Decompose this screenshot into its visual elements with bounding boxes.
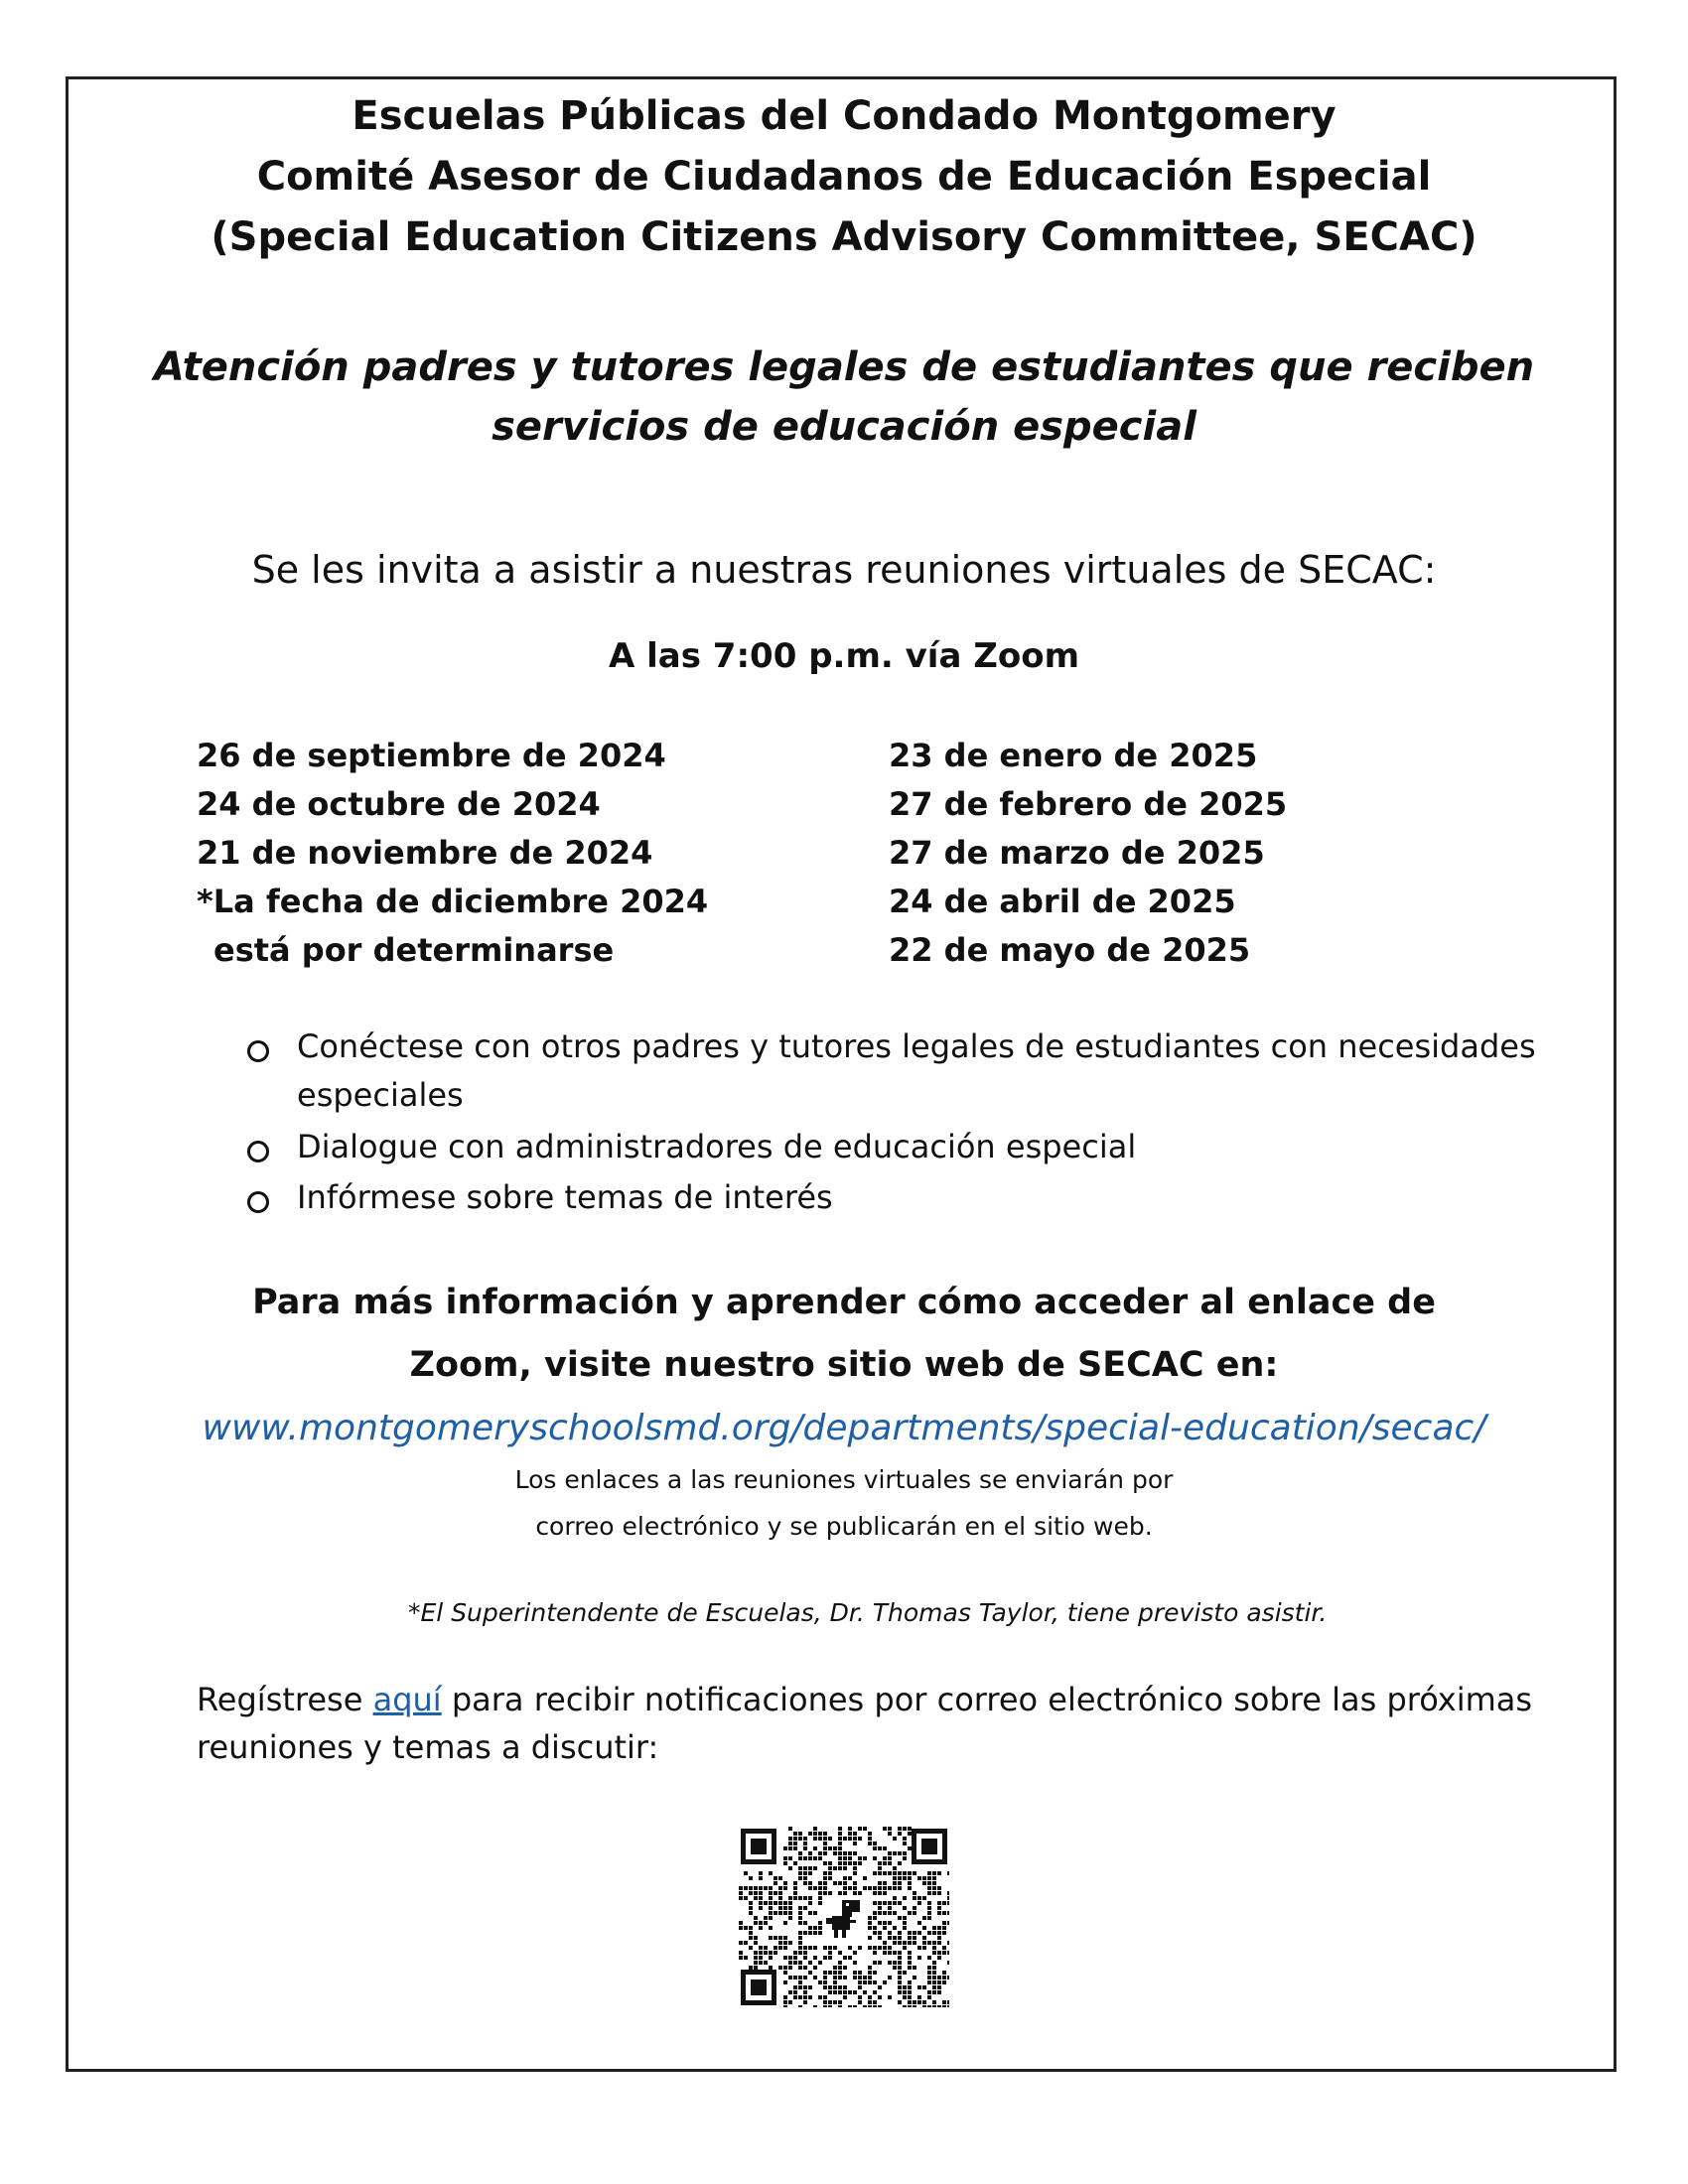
header-line-2: Comité Asesor de Ciudadanos de Educación Especial xyxy=(256,154,1432,200)
dates-right-column xyxy=(889,732,1287,975)
info-line-2: Zoom, visite nuestro sitio web de SECAC en: xyxy=(409,1345,1279,1385)
register-suffix: para recibir notificaciones por correo electrónico sobre las próximas xyxy=(441,1681,1533,1718)
date-item: 27 de febrero de 2025 xyxy=(889,785,1288,823)
info-note-2: correo electrónico y se publicarán en el sitio web. xyxy=(535,1512,1153,1541)
bullet-text: Conéctese con otros padres y tutores legales de estudiantes con necesidades xyxy=(297,1027,1536,1065)
register-line-2: reuniones y temas a discutir: xyxy=(197,1728,659,1766)
dates-left-column xyxy=(197,732,708,975)
register-text xyxy=(197,1676,1587,1771)
circle-bullet-icon xyxy=(247,1191,269,1213)
bullet-item xyxy=(247,1023,1578,1120)
date-item: está por determinarse xyxy=(213,931,615,969)
invite-text: Se les invita a asistir a nuestras reuniones virtuales de SECAC: xyxy=(251,548,1437,592)
bullet-text: Infórmese sobre temas de interés xyxy=(297,1178,833,1216)
qr-code-icon[interactable] xyxy=(739,1827,949,2007)
bullet-text: especiales xyxy=(297,1076,464,1114)
date-item: 23 de enero de 2025 xyxy=(889,737,1258,774)
info-note-1: Los enlaces a las reuniones virtuales se enviarán por xyxy=(514,1465,1174,1494)
circle-bullet-icon xyxy=(247,1141,269,1162)
meeting-time: A las 7:00 p.m. vía Zoom xyxy=(608,636,1080,676)
register-prefix: Regístrese xyxy=(197,1681,373,1718)
date-item: 21 de noviembre de 2024 xyxy=(197,834,653,872)
attention-line-2: servicios de educación especial xyxy=(492,404,1196,450)
circle-bullet-icon xyxy=(247,1040,269,1062)
bullet-item xyxy=(247,1123,1578,1171)
date-item: *La fecha de diciembre 2024 xyxy=(197,883,709,920)
date-item: 27 de marzo de 2025 xyxy=(889,834,1265,872)
register-link[interactable]: aquí xyxy=(372,1681,442,1718)
attention-line-1: Atención padres y tutores legales de estudiantes que reciben xyxy=(153,344,1535,390)
date-item: 24 de abril de 2025 xyxy=(889,883,1236,920)
secac-website-link[interactable]: www.montgomeryschoolsmd.org/departments/special-education/secac/ xyxy=(202,1408,1486,1448)
info-line-1: Para más información y aprender cómo acceder al enlace de xyxy=(252,1283,1436,1322)
header-line-1: Escuelas Públicas del Condado Montgomery xyxy=(352,93,1336,139)
date-item: 26 de septiembre de 2024 xyxy=(197,737,666,774)
superintendent-note: *El Superintendente de Escuelas, Dr. Thomas Taylor, tiene previsto asistir. xyxy=(408,1598,1328,1627)
header-line-3: (Special Education Citizens Advisory Committee, SECAC) xyxy=(211,214,1477,260)
bullet-item xyxy=(247,1173,1578,1222)
dinosaur-icon xyxy=(824,1898,864,1942)
date-item: 24 de octubre de 2024 xyxy=(197,785,601,823)
bullet-text: Dialogue con administradores de educación especial xyxy=(297,1128,1137,1165)
date-item: 22 de mayo de 2025 xyxy=(889,931,1251,969)
